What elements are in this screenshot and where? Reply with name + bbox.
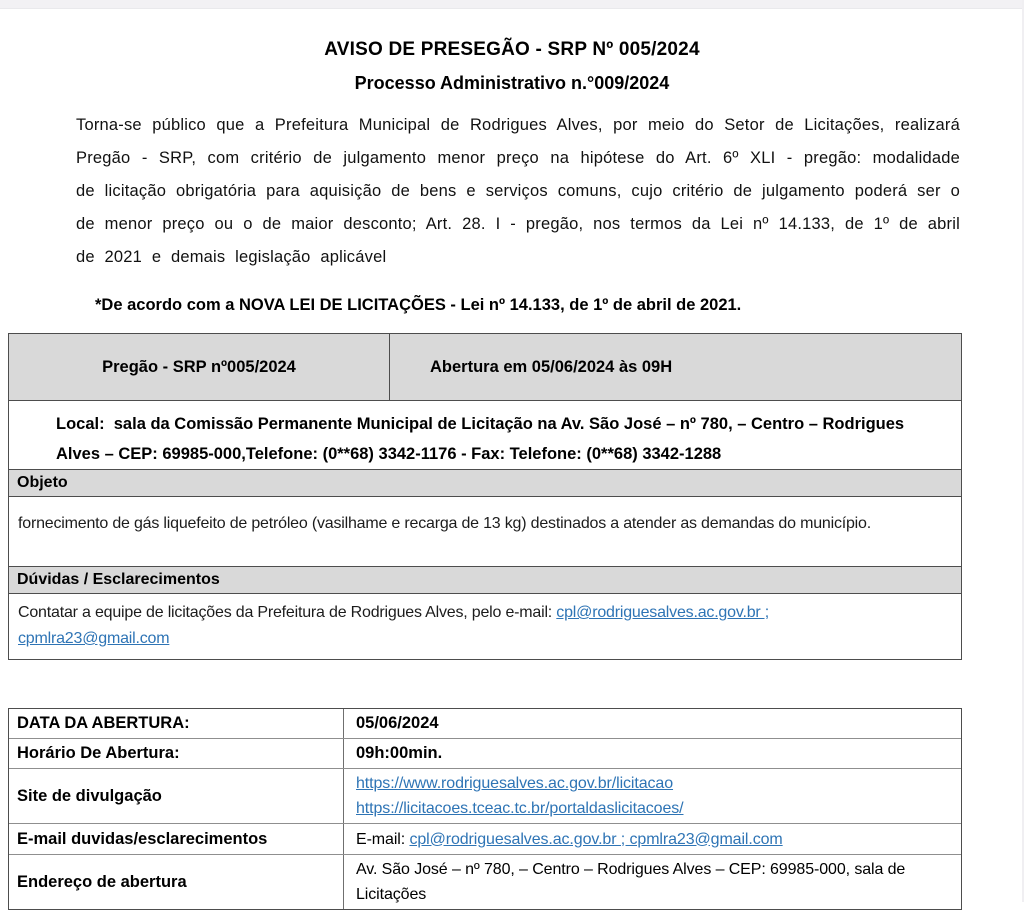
table-row	[9, 824, 961, 855]
row-label: E-mail duvidas/esclarecimentos	[9, 824, 344, 854]
page-subtitle: Processo Administrativo n.°009/2024	[354, 73, 670, 93]
duvidas-header: Dúvidas / Esclarecimentos	[9, 566, 961, 594]
viewer-top-strip	[0, 0, 1024, 9]
value-text: E-mail:	[356, 830, 410, 848]
table-row	[9, 709, 961, 739]
row-value-cell	[344, 824, 961, 854]
local-cell: Local: sala da Comissão Permanente Municipal de Licitação na Av. São José – nº 780, – Centro – Rodrigues Alves – CEP: 69985-000,Telefone: (0**68) 3342-1176 - Fax: Telefone: (0**68) 3342-1288	[56, 415, 905, 463]
row-label: Site de divulgação	[9, 769, 344, 823]
objeto-header: Objeto	[9, 469, 961, 497]
row-value	[356, 711, 439, 736]
email-link-cpl[interactable]: cpl@rodriguesalves.ac.gov.br ;	[556, 604, 770, 621]
row-value	[356, 741, 442, 766]
row-label: Horário De Abertura:	[9, 739, 344, 768]
table-row	[9, 855, 961, 909]
value-bold-text: 09h:00min.	[356, 744, 443, 762]
pregao-cell: Pregão - SRP nº005/2024	[9, 334, 390, 400]
row-value	[356, 771, 684, 821]
intro-paragraph: Torna-se público que a Prefeitura Municipal de Rodrigues Alves, por meio do Setor de Licitações, realizará Pregão - SRP, com critério de julgamento menor preço na hipótese do Art. 6º XLI - pregão: modalidade de licitação obrigatória para aquisição de bens e serviços comuns, cujo critério de julgamento poderá ser o de menor preço ou o de maior desconto; Art. 28. I - pregão, nos termos da Lei nº 14.133, de 1º de abril de 2021 e demais legislação aplicável	[76, 116, 960, 266]
row-value-cell	[344, 855, 961, 909]
law-note: *De acordo com a NOVA LEI DE LICITAÇÕES - Lei nº 14.133, de 1º de abril de 2021.	[95, 296, 742, 314]
table-row	[9, 739, 961, 769]
hyperlink[interactable]: https://www.rodriguesalves.ac.gov.br/licitacao	[356, 775, 674, 792]
value-bold-text: 05/06/2024	[356, 714, 439, 732]
contato-cell	[9, 594, 961, 659]
row-label: Endereço de abertura	[9, 855, 344, 909]
document-page	[0, 39, 1024, 910]
notice-header-row	[9, 334, 961, 401]
contato-text: Contatar a equipe de licitações da Prefeitura de Rodrigues Alves, pelo e-mail:	[18, 604, 557, 621]
row-label: DATA DA ABERTURA:	[9, 709, 344, 738]
abertura-cell: Abertura em 05/06/2024 às 09H	[430, 357, 673, 376]
row-value-cell	[344, 709, 961, 738]
hyperlink[interactable]: https://licitacoes.tceac.tc.br/portaldaslicitacoes/	[356, 800, 684, 817]
notice-table	[8, 333, 962, 660]
value-text: Av. São José – nº 780, – Centro – Rodrigues Alves – CEP: 69985-000, sala de Licitações	[356, 861, 906, 903]
objeto-text: fornecimento de gás liquefeito de petróleo (vasilhame e recarga de 13 kg) destinados a atender as demandas do município.	[18, 515, 871, 532]
email-link-gmail[interactable]: cpmlra23@gmail.com	[18, 630, 170, 647]
table-row	[9, 769, 961, 824]
row-value	[356, 827, 783, 852]
hyperlink[interactable]: cpl@rodriguesalves.ac.gov.br ; cpmlra23@gmail.com	[409, 830, 783, 848]
row-value-cell	[344, 769, 961, 823]
row-value-cell	[344, 739, 961, 768]
row-value	[356, 857, 953, 907]
details-table	[8, 708, 962, 910]
page-title: AVISO DE PRESEGÃO - SRP Nº 005/2024	[324, 39, 700, 60]
